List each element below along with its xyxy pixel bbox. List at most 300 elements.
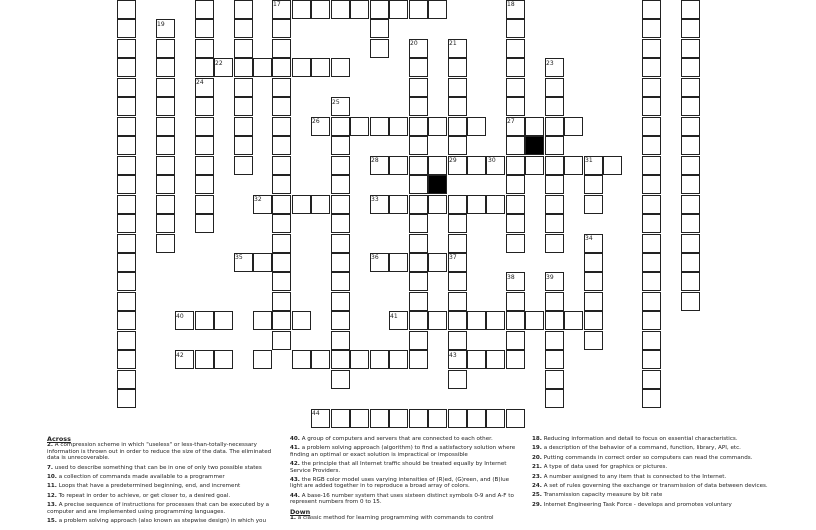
grid-cell[interactable] xyxy=(117,370,136,389)
grid-cell[interactable] xyxy=(506,292,525,311)
grid-cell[interactable] xyxy=(681,292,700,311)
grid-cell[interactable] xyxy=(272,234,291,253)
clue-item xyxy=(47,493,279,499)
grid-cell[interactable] xyxy=(234,156,253,175)
clue-number: 15. xyxy=(47,518,57,525)
clue-number-label: 17 xyxy=(273,1,281,8)
grid-cell[interactable] xyxy=(234,19,253,38)
grid-cell[interactable] xyxy=(681,272,700,291)
grid-cell[interactable] xyxy=(331,58,350,77)
grid-cell[interactable] xyxy=(117,292,136,311)
grid-cell[interactable] xyxy=(389,156,408,175)
grid-cell[interactable] xyxy=(545,370,564,389)
grid-cell[interactable] xyxy=(642,156,661,175)
grid-cell[interactable] xyxy=(311,350,330,369)
grid-cell[interactable] xyxy=(253,311,272,330)
grid-cell[interactable] xyxy=(506,156,525,175)
grid-cell[interactable] xyxy=(448,97,467,116)
grid-cell[interactable] xyxy=(642,253,661,272)
grid-cell[interactable] xyxy=(525,117,544,136)
grid-cell[interactable] xyxy=(545,214,564,233)
clue-number: 21. xyxy=(532,464,542,471)
grid-cell[interactable] xyxy=(642,234,661,253)
grid-cell[interactable] xyxy=(389,117,408,136)
clue-text: a collection of commands made available to a programmer xyxy=(56,474,225,481)
grid-cell[interactable] xyxy=(292,311,311,330)
grid-cell[interactable] xyxy=(681,136,700,155)
grid-cell[interactable] xyxy=(681,117,700,136)
grid-cell[interactable] xyxy=(272,58,291,77)
grid-cell[interactable] xyxy=(331,136,350,155)
grid-cell[interactable] xyxy=(448,292,467,311)
grid-cell[interactable] xyxy=(409,97,428,116)
grid-cell[interactable] xyxy=(331,409,350,428)
grid-cell[interactable] xyxy=(603,156,622,175)
grid-cell[interactable] xyxy=(156,175,175,194)
grid-cell[interactable] xyxy=(448,78,467,97)
grid-cell[interactable] xyxy=(409,350,428,369)
grid-cell[interactable] xyxy=(156,214,175,233)
grid-cell[interactable] xyxy=(117,234,136,253)
grid-cell[interactable] xyxy=(195,19,214,38)
grid-cell[interactable] xyxy=(681,78,700,97)
clue-text: a problem solving approach (algorithm) to find a satisfactory solution where finding an optimal or exact solution is impractical or impossible xyxy=(290,445,516,458)
grid-cell[interactable] xyxy=(272,272,291,291)
grid-cell[interactable] xyxy=(156,136,175,155)
grid-cell[interactable] xyxy=(428,117,447,136)
grid-cell[interactable] xyxy=(234,58,253,77)
clue-number-label: 21 xyxy=(449,40,457,47)
grid-cell[interactable] xyxy=(584,253,603,272)
grid-cell[interactable] xyxy=(525,311,544,330)
grid-cell[interactable] xyxy=(195,311,214,330)
grid-cell[interactable] xyxy=(681,19,700,38)
grid-cell[interactable] xyxy=(681,156,700,175)
grid-cell[interactable] xyxy=(156,156,175,175)
grid-cell[interactable] xyxy=(545,331,564,350)
grid-cell[interactable] xyxy=(253,253,272,272)
clue-text: the RGB color model uses varying intensities of (R)ed, (G)reen, and (B)lue light are added together in to reproduce a broad array of colors. xyxy=(290,477,510,490)
grid-cell[interactable] xyxy=(642,136,661,155)
clue-number: 1. xyxy=(290,515,297,522)
grid-cell[interactable] xyxy=(292,350,311,369)
grid-cell[interactable] xyxy=(409,409,428,428)
grid-cell[interactable] xyxy=(545,117,564,136)
grid-cell[interactable] xyxy=(350,350,369,369)
grid-cell[interactable] xyxy=(409,117,428,136)
grid-cell[interactable] xyxy=(564,311,583,330)
grid-cell[interactable] xyxy=(506,409,525,428)
grid-cell[interactable] xyxy=(234,97,253,116)
grid-cell[interactable] xyxy=(389,409,408,428)
grid-cell[interactable] xyxy=(681,58,700,77)
grid-cell[interactable] xyxy=(292,0,311,19)
grid-cell[interactable] xyxy=(156,234,175,253)
grid-cell[interactable] xyxy=(642,350,661,369)
grid-cell[interactable] xyxy=(642,331,661,350)
grid-cell[interactable] xyxy=(545,175,564,194)
grid-cell[interactable] xyxy=(448,117,467,136)
clue-number-label: 30 xyxy=(488,157,496,164)
grid-cell[interactable] xyxy=(467,350,486,369)
clue-text: Putting commands in correct order so computers can read the commands. xyxy=(541,454,753,461)
grid-cell[interactable] xyxy=(545,311,564,330)
grid-cell[interactable] xyxy=(272,117,291,136)
grid-cell[interactable] xyxy=(506,97,525,116)
grid-cell[interactable] xyxy=(545,389,564,408)
grid-cell[interactable] xyxy=(156,39,175,58)
grid-cell[interactable] xyxy=(331,234,350,253)
grid-cell[interactable] xyxy=(253,350,272,369)
grid-cell[interactable] xyxy=(195,214,214,233)
grid-cell[interactable] xyxy=(272,156,291,175)
grid-cell[interactable] xyxy=(156,117,175,136)
grid-cell[interactable] xyxy=(506,331,525,350)
grid-cell[interactable] xyxy=(506,136,525,155)
grid-cell[interactable] xyxy=(642,214,661,233)
grid-cell[interactable] xyxy=(214,311,233,330)
grid-cell[interactable] xyxy=(448,195,467,214)
clue-number-label: 39 xyxy=(546,274,554,281)
grid-cell[interactable] xyxy=(272,19,291,38)
grid-cell[interactable] xyxy=(117,97,136,116)
clue-number-label: 18 xyxy=(507,1,515,8)
clue-text: Internet Engineering Task Force - develops and promotes voluntary xyxy=(541,501,732,508)
grid-cell[interactable] xyxy=(409,78,428,97)
grid-cell[interactable] xyxy=(350,0,369,19)
grid-cell[interactable] xyxy=(448,331,467,350)
grid-cell[interactable] xyxy=(409,58,428,77)
grid-cell[interactable] xyxy=(117,0,136,19)
grid-cell[interactable] xyxy=(409,136,428,155)
black-cell xyxy=(428,175,447,194)
grid-cell[interactable] xyxy=(331,350,350,369)
grid-cell[interactable] xyxy=(117,117,136,136)
grid-cell[interactable] xyxy=(428,253,447,272)
grid-cell[interactable] xyxy=(584,292,603,311)
clue-number-label: 29 xyxy=(449,157,457,164)
grid-cell[interactable] xyxy=(272,39,291,58)
grid-cell[interactable] xyxy=(681,97,700,116)
grid-cell[interactable] xyxy=(156,195,175,214)
grid-cell[interactable] xyxy=(117,136,136,155)
clue-number-label: 22 xyxy=(215,60,223,67)
grid-cell[interactable] xyxy=(292,58,311,77)
clue-item xyxy=(47,474,279,480)
grid-cell[interactable] xyxy=(506,311,525,330)
grid-cell[interactable] xyxy=(409,0,428,19)
clue-number-label: 32 xyxy=(254,196,262,203)
grid-cell[interactable] xyxy=(642,19,661,38)
grid-cell[interactable] xyxy=(331,175,350,194)
grid-cell[interactable] xyxy=(195,39,214,58)
grid-cell[interactable] xyxy=(428,156,447,175)
grid-cell[interactable] xyxy=(409,156,428,175)
grid-cell[interactable] xyxy=(681,214,700,233)
grid-cell[interactable] xyxy=(506,195,525,214)
clue-number: 18. xyxy=(532,436,542,442)
grid-cell[interactable] xyxy=(564,117,583,136)
grid-cell[interactable] xyxy=(642,117,661,136)
clue-number-label: 44 xyxy=(312,410,320,417)
grid-cell[interactable] xyxy=(448,409,467,428)
grid-cell[interactable] xyxy=(370,19,389,38)
clue-item xyxy=(290,493,520,506)
grid-cell[interactable] xyxy=(486,350,505,369)
grid-cell[interactable] xyxy=(642,0,661,19)
clue-item xyxy=(290,515,520,521)
grid-cell[interactable] xyxy=(331,331,350,350)
clue-number: 24. xyxy=(532,483,542,490)
grid-cell[interactable] xyxy=(642,272,661,291)
clue-item xyxy=(532,436,792,442)
clue-item xyxy=(532,474,792,480)
grid-cell[interactable] xyxy=(117,156,136,175)
grid-cell[interactable] xyxy=(409,331,428,350)
grid-cell[interactable] xyxy=(272,292,291,311)
grid-cell[interactable] xyxy=(642,195,661,214)
grid-cell[interactable] xyxy=(292,195,311,214)
grid-cell[interactable] xyxy=(642,370,661,389)
grid-cell[interactable] xyxy=(370,0,389,19)
grid-cell[interactable] xyxy=(409,311,428,330)
grid-cell[interactable] xyxy=(117,350,136,369)
clue-number: 11. xyxy=(47,483,57,490)
grid-cell[interactable] xyxy=(409,175,428,194)
grid-cell[interactable] xyxy=(428,0,447,19)
clue-item xyxy=(532,502,792,508)
grid-cell[interactable] xyxy=(389,253,408,272)
grid-cell[interactable] xyxy=(195,136,214,155)
grid-cell[interactable] xyxy=(506,39,525,58)
clue-text: A precise sequence of instructions for processes that can be executed by a computer and are implemented using programming languages. xyxy=(47,502,270,515)
grid-cell[interactable] xyxy=(467,117,486,136)
grid-cell[interactable] xyxy=(370,117,389,136)
grid-cell[interactable] xyxy=(253,58,272,77)
grid-cell[interactable] xyxy=(272,97,291,116)
grid-cell[interactable] xyxy=(681,195,700,214)
grid-cell[interactable] xyxy=(642,389,661,408)
grid-cell[interactable] xyxy=(448,370,467,389)
grid-cell[interactable] xyxy=(486,409,505,428)
grid-cell[interactable] xyxy=(545,292,564,311)
grid-cell[interactable] xyxy=(234,136,253,155)
grid-cell[interactable] xyxy=(642,58,661,77)
grid-cell[interactable] xyxy=(584,331,603,350)
grid-cell[interactable] xyxy=(195,156,214,175)
grid-cell[interactable] xyxy=(467,195,486,214)
grid-cell[interactable] xyxy=(506,78,525,97)
grid-cell[interactable] xyxy=(311,58,330,77)
grid-cell[interactable] xyxy=(331,272,350,291)
grid-cell[interactable] xyxy=(195,175,214,194)
clue-item xyxy=(290,445,520,458)
grid-cell[interactable] xyxy=(117,331,136,350)
grid-cell[interactable] xyxy=(272,253,291,272)
grid-cell[interactable] xyxy=(117,214,136,233)
grid-cell[interactable] xyxy=(642,97,661,116)
grid-cell[interactable] xyxy=(117,389,136,408)
grid-cell[interactable] xyxy=(681,175,700,194)
grid-cell[interactable] xyxy=(448,58,467,77)
grid-cell[interactable] xyxy=(117,195,136,214)
grid-cell[interactable] xyxy=(350,409,369,428)
clue-text: A group of computers and servers that are connected to each other. xyxy=(299,436,493,442)
clue-item xyxy=(532,455,792,461)
grid-cell[interactable] xyxy=(642,311,661,330)
grid-cell[interactable] xyxy=(117,175,136,194)
grid-cell[interactable] xyxy=(389,350,408,369)
grid-cell[interactable] xyxy=(506,350,525,369)
grid-cell[interactable] xyxy=(331,370,350,389)
grid-cell[interactable] xyxy=(545,156,564,175)
grid-cell[interactable] xyxy=(117,78,136,97)
grid-cell[interactable] xyxy=(642,292,661,311)
grid-cell[interactable] xyxy=(545,350,564,369)
grid-cell[interactable] xyxy=(156,78,175,97)
grid-cell[interactable] xyxy=(448,214,467,233)
grid-cell[interactable] xyxy=(389,195,408,214)
grid-cell[interactable] xyxy=(409,234,428,253)
clue-text: A set of rules governing the exchange or transmission of data between devices. xyxy=(541,483,768,490)
grid-cell[interactable] xyxy=(467,409,486,428)
grid-cell[interactable] xyxy=(506,214,525,233)
clue-text: a description of the behavior of a command, function, library, API, etc. xyxy=(541,445,741,452)
grid-cell[interactable] xyxy=(156,97,175,116)
grid-cell[interactable] xyxy=(409,195,428,214)
grid-cell[interactable] xyxy=(486,311,505,330)
grid-cell[interactable] xyxy=(311,0,330,19)
clue-number-label: 20 xyxy=(410,40,418,47)
clue-number: 12. xyxy=(47,492,57,499)
grid-cell[interactable] xyxy=(117,311,136,330)
grid-cell[interactable] xyxy=(448,311,467,330)
clue-text: Loops that have a predetermined beginning, end, and increment xyxy=(56,483,241,490)
grid-cell[interactable] xyxy=(409,292,428,311)
grid-cell[interactable] xyxy=(584,195,603,214)
grid-cell[interactable] xyxy=(370,39,389,58)
grid-cell[interactable] xyxy=(545,195,564,214)
grid-cell[interactable] xyxy=(545,136,564,155)
grid-cell[interactable] xyxy=(506,175,525,194)
grid-cell[interactable] xyxy=(117,39,136,58)
grid-cell[interactable] xyxy=(195,0,214,19)
grid-cell[interactable] xyxy=(331,156,350,175)
grid-cell[interactable] xyxy=(545,234,564,253)
grid-cell[interactable] xyxy=(117,58,136,77)
grid-cell[interactable] xyxy=(642,78,661,97)
grid-cell[interactable] xyxy=(117,19,136,38)
grid-cell[interactable] xyxy=(272,175,291,194)
grid-cell[interactable] xyxy=(506,19,525,38)
grid-cell[interactable] xyxy=(681,0,700,19)
grid-cell[interactable] xyxy=(234,0,253,19)
grid-cell[interactable] xyxy=(448,272,467,291)
clues-column-1 xyxy=(47,436,279,527)
clue-number-label: 26 xyxy=(312,118,320,125)
grid-cell[interactable] xyxy=(117,272,136,291)
grid-cell[interactable] xyxy=(272,214,291,233)
grid-cell[interactable] xyxy=(409,214,428,233)
grid-cell[interactable] xyxy=(467,311,486,330)
grid-cell[interactable] xyxy=(486,195,505,214)
grid-cell[interactable] xyxy=(234,39,253,58)
grid-cell[interactable] xyxy=(448,234,467,253)
grid-cell[interactable] xyxy=(117,253,136,272)
clue-number-label: 42 xyxy=(176,352,184,359)
grid-cell[interactable] xyxy=(195,117,214,136)
grid-cell[interactable] xyxy=(642,175,661,194)
clue-item xyxy=(47,483,279,489)
grid-cell[interactable] xyxy=(681,234,700,253)
grid-cell[interactable] xyxy=(272,311,291,330)
clue-number: 44. xyxy=(290,492,300,499)
grid-cell[interactable] xyxy=(272,136,291,155)
grid-cell[interactable] xyxy=(681,253,700,272)
grid-cell[interactable] xyxy=(428,195,447,214)
grid-cell[interactable] xyxy=(331,292,350,311)
grid-cell[interactable] xyxy=(389,0,408,19)
grid-cell[interactable] xyxy=(195,97,214,116)
clue-number: 25. xyxy=(532,492,542,499)
grid-cell[interactable] xyxy=(545,78,564,97)
grid-cell[interactable] xyxy=(156,58,175,77)
clue-text: Transmission capacity measure by bit rate xyxy=(541,492,663,499)
grid-cell[interactable] xyxy=(234,78,253,97)
grid-cell[interactable] xyxy=(331,117,350,136)
grid-cell[interactable] xyxy=(506,58,525,77)
grid-cell[interactable] xyxy=(195,58,214,77)
grid-cell[interactable] xyxy=(350,117,369,136)
grid-cell[interactable] xyxy=(272,195,291,214)
grid-cell[interactable] xyxy=(584,272,603,291)
grid-cell[interactable] xyxy=(331,195,350,214)
grid-cell[interactable] xyxy=(428,311,447,330)
grid-cell[interactable] xyxy=(642,39,661,58)
grid-cell[interactable] xyxy=(506,234,525,253)
grid-cell[interactable] xyxy=(370,350,389,369)
grid-cell[interactable] xyxy=(331,253,350,272)
grid-cell[interactable] xyxy=(331,0,350,19)
grid-cell[interactable] xyxy=(467,156,486,175)
down-heading: Down xyxy=(290,507,311,516)
grid-cell[interactable] xyxy=(272,78,291,97)
grid-cell[interactable] xyxy=(525,156,544,175)
grid-cell[interactable] xyxy=(584,311,603,330)
clue-number: 29. xyxy=(532,501,542,508)
grid-cell[interactable] xyxy=(564,156,583,175)
grid-cell[interactable] xyxy=(331,214,350,233)
grid-cell[interactable] xyxy=(370,409,389,428)
grid-cell[interactable] xyxy=(331,311,350,330)
grid-cell[interactable] xyxy=(195,195,214,214)
grid-cell[interactable] xyxy=(545,97,564,116)
grid-cell[interactable] xyxy=(272,331,291,350)
grid-cell[interactable] xyxy=(195,350,214,369)
grid-cell[interactable] xyxy=(311,195,330,214)
grid-cell[interactable] xyxy=(214,350,233,369)
grid-cell[interactable] xyxy=(681,39,700,58)
grid-cell[interactable] xyxy=(409,253,428,272)
down-clue-list xyxy=(290,515,520,521)
clue-number-label: 37 xyxy=(449,254,457,261)
clue-number: 19. xyxy=(532,445,542,452)
grid-cell[interactable] xyxy=(448,136,467,155)
grid-cell[interactable] xyxy=(409,272,428,291)
grid-cell[interactable] xyxy=(234,117,253,136)
grid-cell[interactable] xyxy=(584,175,603,194)
grid-cell[interactable] xyxy=(428,409,447,428)
